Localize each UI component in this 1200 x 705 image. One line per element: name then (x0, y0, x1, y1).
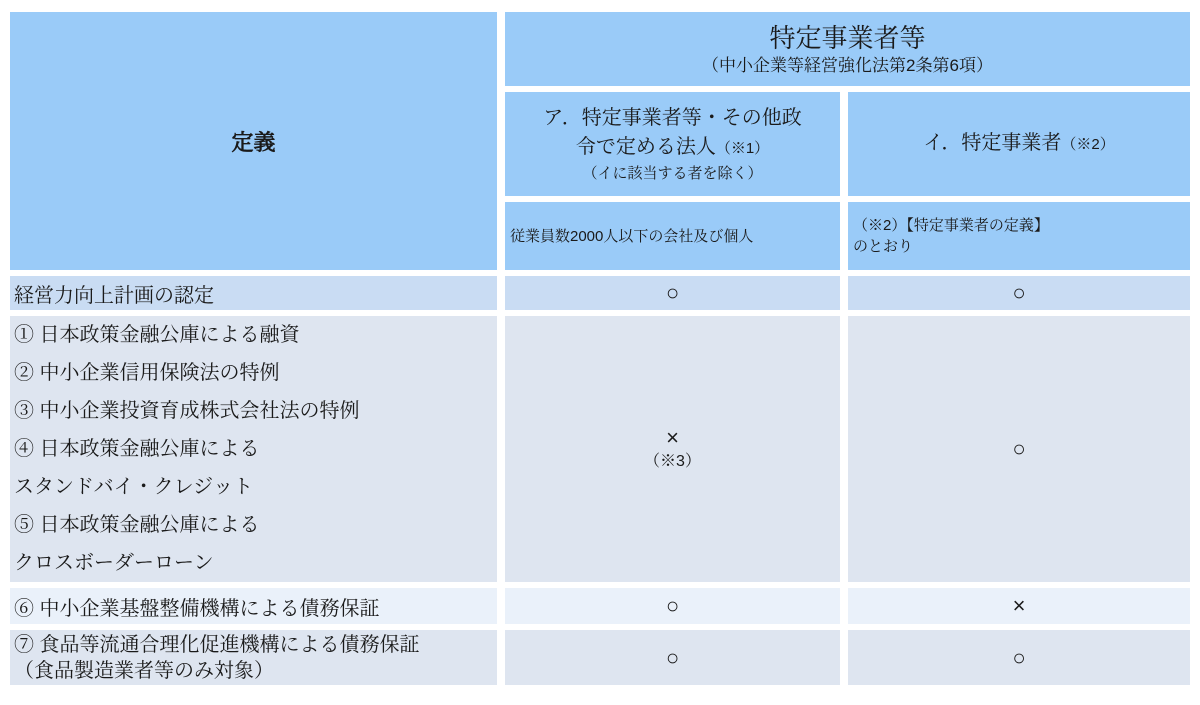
food-col-a-mark: ○ (505, 630, 840, 685)
approval-label: 経営力向上計画の認定 (14, 284, 214, 307)
programs-line-2: ② 中小企業信用保険法の特例 (14, 362, 280, 384)
programs-line-6: ⑤ 日本政策金融公庫による (14, 514, 260, 536)
programs-col-a-ref: （※3） (644, 453, 701, 470)
header-row-group (10, 12, 1190, 86)
col-b-header-title (848, 129, 1190, 159)
row-approval (10, 276, 1190, 310)
col-b-header-title-main: イ．特定事業者 (923, 132, 1062, 154)
eligibility-table (2, 6, 1198, 691)
col-b-subheader-cell (848, 202, 1190, 270)
smrj-label-cell (10, 588, 497, 624)
programs-line-4: ④ 日本政策金融公庫による (14, 438, 260, 460)
definition-header-cell (10, 12, 497, 270)
col-a-subheader-text: 従業員数2000人以下の会社及び個人 (510, 227, 754, 245)
programs-line-7: クロスボーダーローン (14, 552, 214, 574)
col-a-header-line2-main: 令で定める法人 (575, 135, 716, 158)
col-a-header-line1: ア．特定事業者等・その他政 (543, 106, 802, 129)
col-b-subheader-line2: のとおり (853, 238, 914, 255)
col-a-header-cell (505, 92, 840, 196)
food-col-b-mark: ○ (848, 630, 1190, 685)
smrj-col-a-mark: ○ (505, 588, 840, 624)
group-header-title: 特定事業者等 (769, 23, 926, 53)
food-label-cell (10, 630, 497, 685)
definition-header-label: 定義 (231, 129, 276, 155)
programs-line-3: ③ 中小企業投資育成株式会社法の特例 (14, 400, 360, 422)
food-label-line2: （食品製造業者等のみ対象） (14, 659, 274, 682)
programs-col-a-mark-cell (505, 316, 840, 582)
programs-line-1: ① 日本政策金融公庫による融資 (14, 324, 300, 346)
row-smrj (10, 588, 1190, 624)
col-b-header-cell (848, 92, 1190, 196)
smrj-label: ⑥ 中小企業基盤整備機構による債務保証 (14, 597, 380, 620)
food-label-line1: ⑦ 食品等流通合理化促進機構による債務保証 (14, 633, 420, 656)
approval-col-a-mark: ○ (505, 276, 840, 310)
col-a-header-line2 (505, 133, 840, 163)
col-b-subheader-line1: （※2）【特定事業者の定義】 (853, 217, 1049, 234)
approval-col-b-mark: ○ (848, 276, 1190, 310)
row-programs (10, 316, 1190, 582)
group-header-cell (505, 12, 1190, 86)
group-header-subtitle: （中小企業等経営強化法第2条第6項） (702, 56, 993, 75)
programs-label-cell (10, 316, 497, 582)
programs-col-b-mark: ○ (848, 316, 1190, 582)
col-b-header-ref2: （※2） (1061, 136, 1115, 153)
smrj-col-b-mark: × (848, 588, 1190, 624)
programs-col-a-mark: × (666, 425, 679, 450)
col-a-header-ref1: （※1） (715, 139, 770, 157)
row-food (10, 630, 1190, 685)
col-a-header-line3: （イに該当する者を除く） (582, 164, 763, 182)
programs-line-5: スタンドバイ・クレジット (14, 476, 254, 498)
approval-label-cell (10, 276, 497, 310)
col-a-subheader-cell (505, 202, 840, 270)
